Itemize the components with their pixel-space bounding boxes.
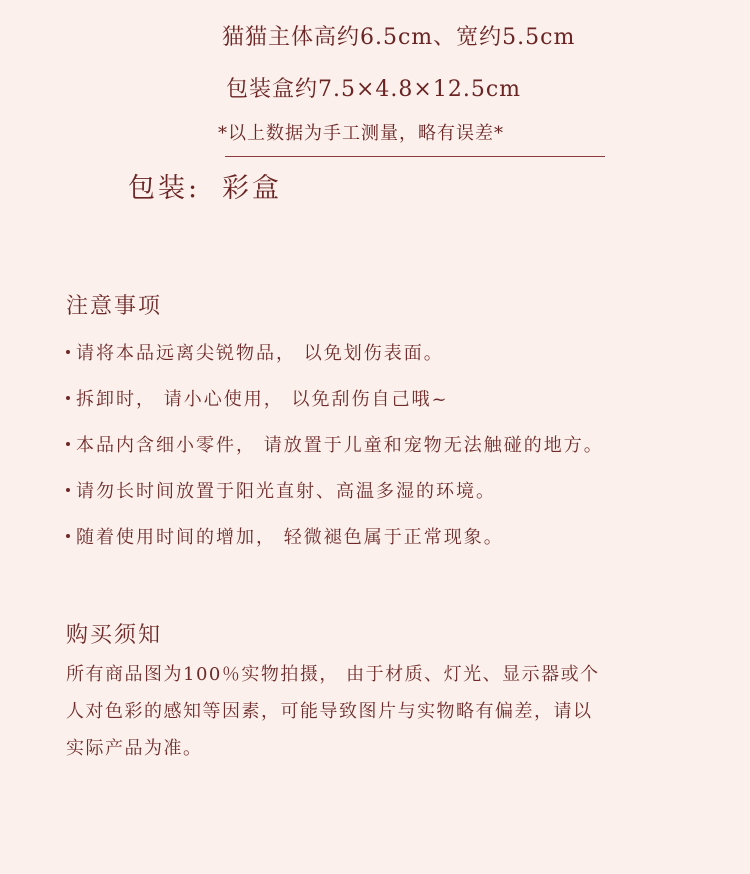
notes-item-text: 随着使用时间的增加， 轻微褪色属于正常现象。	[76, 527, 504, 548]
notes-item	[66, 385, 449, 411]
packaging-label: 包装:	[128, 173, 201, 204]
notes-item-text: 拆卸时， 请小心使用， 以免刮伤自己哦~	[76, 389, 449, 410]
spec-size-line: 猫猫主体高约6.5cm、宽约5.5cm	[222, 25, 576, 50]
notes-item	[66, 477, 496, 503]
purchase-title: 购买须知	[66, 623, 163, 648]
notes-item-text: 本品内含细小零件， 请放置于儿童和宠物无法触碰的地方。	[76, 435, 604, 456]
bullet-dot-icon	[66, 350, 70, 354]
bullet-dot-icon	[66, 442, 70, 446]
notes-item-text: 请勿长时间放置于阳光直射、高温多湿的环境。	[76, 481, 496, 502]
notes-item	[66, 339, 444, 365]
bullet-dot-icon	[66, 488, 70, 492]
notes-item	[66, 431, 604, 457]
spec-measurement-note: *以上数据为手工测量，略有误差*	[218, 123, 504, 144]
packaging-value: 彩盒	[222, 173, 282, 204]
notes-item	[66, 523, 504, 549]
purchase-text-line: 实际产品为准。	[66, 738, 203, 759]
notes-title: 注意事项	[66, 294, 163, 319]
spec-divider	[225, 156, 605, 157]
spec-box-line: 包装盒约7.5×4.8×12.5cm	[226, 77, 522, 102]
purchase-text-line: 人对色彩的感知等因素，可能导致图片与实物略有偏差，请以	[66, 701, 593, 722]
bullet-dot-icon	[66, 534, 70, 538]
purchase-text-line: 所有商品图为100％实物拍摄， 由于材质、灯光、显示器或个	[66, 664, 600, 685]
notes-item-text: 请将本品远离尖锐物品， 以免划伤表面。	[76, 343, 444, 364]
bullet-dot-icon	[66, 396, 70, 400]
